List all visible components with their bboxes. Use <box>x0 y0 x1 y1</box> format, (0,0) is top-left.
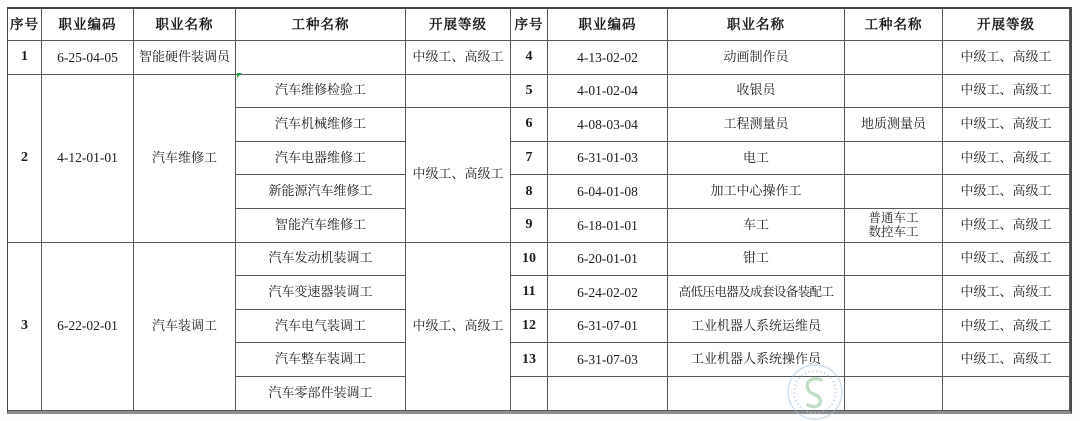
cell-seq: 4 <box>511 41 548 75</box>
cell-seq: 11 <box>511 276 548 310</box>
header-code: 职业编码 <box>548 9 668 41</box>
cell-trade: 汽车整车装调工 <box>236 343 406 377</box>
cell-code: 6-25-04-05 <box>42 41 134 75</box>
cell-trade: 汽车发动机装调工 <box>236 243 406 277</box>
cell-level: 中级工、高级工 <box>943 75 1070 109</box>
cell-level: 中级工、高级工 <box>943 243 1070 277</box>
cell-level: 中级工、高级工 <box>943 310 1070 344</box>
cell-code-empty <box>548 377 668 411</box>
cell-occupation: 动画制作员 <box>668 41 845 75</box>
occupation-level-table <box>7 7 1072 414</box>
cell-seq: 7 <box>511 142 548 176</box>
cell-trade-empty <box>845 142 943 176</box>
cell-trade: 汽车机械维修工 <box>236 108 406 142</box>
cell-trade <box>845 209 943 243</box>
cell-occupation: 汽车维修工 <box>134 75 236 243</box>
cell-seq: 12 <box>511 310 548 344</box>
header-level: 开展等级 <box>943 9 1070 41</box>
cell-level: 中级工、高级工 <box>406 108 511 242</box>
cell-trade-empty <box>845 377 943 411</box>
cell-level-empty <box>406 75 511 109</box>
cell-code: 4-13-02-02 <box>548 41 668 75</box>
header-trade: 工种名称 <box>845 9 943 41</box>
cell-occupation: 汽车装调工 <box>134 243 236 411</box>
cell-seq-empty <box>511 377 548 411</box>
header-occupation: 职业名称 <box>134 9 236 41</box>
header-level: 开展等级 <box>406 9 511 41</box>
cell-level: 中级工、高级工 <box>943 142 1070 176</box>
cell-occupation: 工程测量员 <box>668 108 845 142</box>
cell-trade: 地质测量员 <box>845 108 943 142</box>
cell-code: 6-18-01-01 <box>548 209 668 243</box>
cell-occupation: 收银员 <box>668 75 845 109</box>
cell-level: 中级工、高级工 <box>943 41 1070 75</box>
cell-code: 6-31-07-01 <box>548 310 668 344</box>
cell-trade-empty <box>845 75 943 109</box>
cell-seq: 3 <box>8 243 42 411</box>
cell-level: 中级工、高级工 <box>943 209 1070 243</box>
cell-trade: 汽车零部件装调工 <box>236 377 406 411</box>
cell-level: 中级工、高级工 <box>943 175 1070 209</box>
cell-occupation: 钳工 <box>668 243 845 277</box>
cell-trade: 汽车变速器装调工 <box>236 276 406 310</box>
cell-comment-marker-icon <box>237 73 242 78</box>
cell-seq: 9 <box>511 209 548 243</box>
cell-occupation: 加工中心操作工 <box>668 175 845 209</box>
cell-trade: 新能源汽车维修工 <box>236 175 406 209</box>
header-code: 职业编码 <box>42 9 134 41</box>
cell-trade-empty <box>845 243 943 277</box>
cell-occupation: 高低压电器及成套设备装配工 <box>668 276 845 310</box>
cell-occupation: 电工 <box>668 142 845 176</box>
cell-code: 4-12-01-01 <box>42 75 134 243</box>
cell-level-empty <box>943 377 1070 411</box>
cell-level: 中级工、高级工 <box>406 41 511 75</box>
cell-code: 6-31-01-03 <box>548 142 668 176</box>
cell-seq: 1 <box>8 41 42 75</box>
cell-seq: 13 <box>511 343 548 377</box>
cell-seq: 6 <box>511 108 548 142</box>
cell-occupation: 工业机器人系统运维员 <box>668 310 845 344</box>
cell-trade-empty <box>845 175 943 209</box>
cell-code: 6-22-02-01 <box>42 243 134 411</box>
cell-seq: 5 <box>511 75 548 109</box>
cell-trade-empty <box>845 310 943 344</box>
cell-level: 中级工、高级工 <box>943 343 1070 377</box>
header-occupation: 职业名称 <box>668 9 845 41</box>
cell-occupation: 智能硬件装调员 <box>134 41 236 75</box>
cell-trade-empty <box>236 41 406 75</box>
cell-level: 中级工、高级工 <box>943 276 1070 310</box>
cell-code: 4-08-03-04 <box>548 108 668 142</box>
cell-seq: 10 <box>511 243 548 277</box>
header-trade: 工种名称 <box>236 9 406 41</box>
cell-trade-empty <box>845 276 943 310</box>
cell-level: 中级工、高级工 <box>406 243 511 411</box>
cell-seq: 8 <box>511 175 548 209</box>
trade-line: 普通车工 <box>868 210 919 225</box>
cell-code: 6-20-01-01 <box>548 243 668 277</box>
cell-trade: 汽车电器维修工 <box>236 142 406 176</box>
cell-code: 6-31-07-03 <box>548 343 668 377</box>
cell-code: 6-04-01-08 <box>548 175 668 209</box>
cell-level: 中级工、高级工 <box>943 108 1070 142</box>
cell-trade-empty <box>845 41 943 75</box>
cell-code: 4-01-02-04 <box>548 75 668 109</box>
header-seq: 序号 <box>8 9 42 41</box>
cell-trade: 汽车维修检验工 <box>236 75 406 109</box>
cell-trade: 智能汽车维修工 <box>236 209 406 243</box>
cell-trade: 汽车电气装调工 <box>236 310 406 344</box>
cell-code: 6-24-02-02 <box>548 276 668 310</box>
cell-occupation-empty <box>668 377 845 411</box>
cell-occupation: 工业机器人系统操作员 <box>668 343 845 377</box>
header-seq: 序号 <box>511 9 548 41</box>
trade-line: 数控车工 <box>868 225 919 240</box>
cell-trade-empty <box>845 343 943 377</box>
cell-seq: 2 <box>8 75 42 243</box>
cell-occupation: 车工 <box>668 209 845 243</box>
